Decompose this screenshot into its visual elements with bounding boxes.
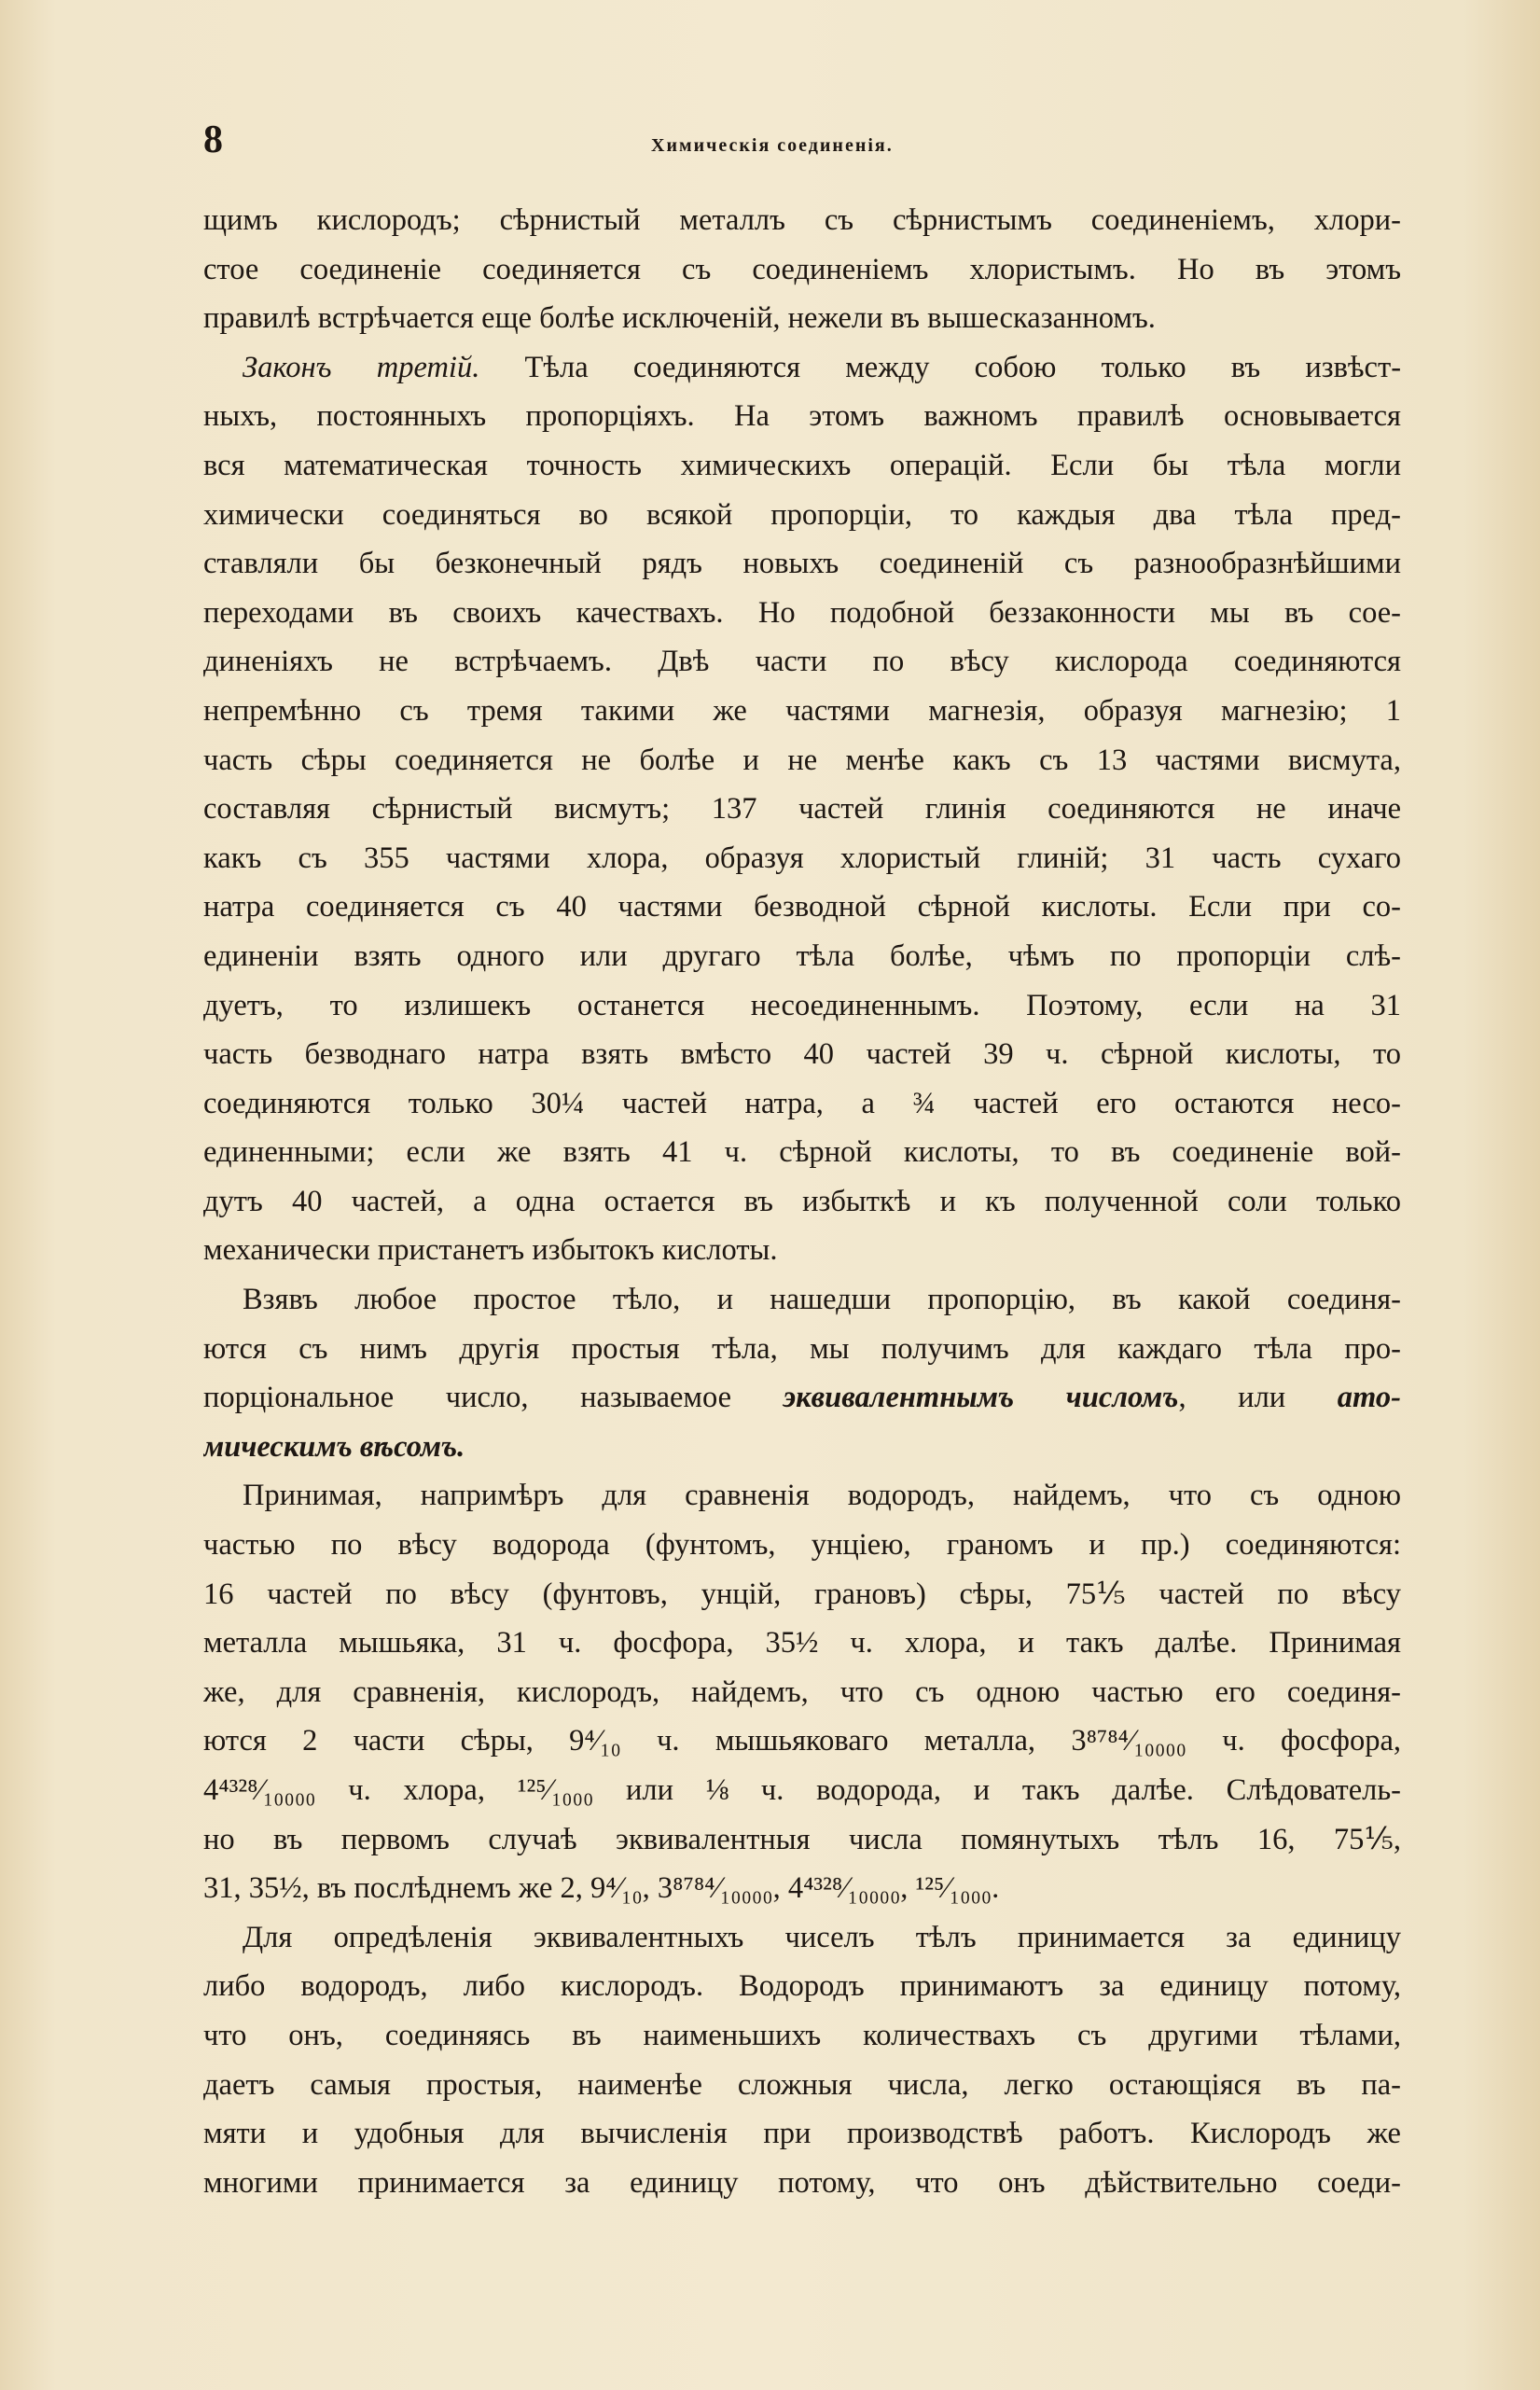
text-line: щимъ кислородъ; сѣрнистый металлъ съ сѣрнистымъ соединеніемъ, хлори- xyxy=(203,203,1401,237)
text-line: часть безводнаго натра взять вмѣсто 40 частей 39 ч. сѣрной кислоты, то xyxy=(203,1037,1401,1072)
text-line: либо водородъ, либо кислородъ. Водородъ принимаютъ за единицу потому, xyxy=(203,1969,1401,2004)
text-line: даетъ самыя простыя, наименѣе сложныя числа, легко остающіяся въ па- xyxy=(203,2067,1401,2102)
text-line: механически пристанетъ избытокъ кислоты. xyxy=(203,1233,778,1268)
text-line: переходами въ своихъ качествахъ. Но подобной беззаконности мы въ сое- xyxy=(203,595,1401,630)
text-line: правилѣ встрѣчается еще болѣе исключеній, нежели въ вышесказанномъ. xyxy=(203,301,1156,336)
text-line: натра соединяется съ 40 частями безводной сѣрной кислоты. Если при со- xyxy=(203,890,1401,924)
text-line: непремѣнно съ тремя такими же частями магнезія, образуя магнезію; 1 xyxy=(203,693,1401,728)
law-text: Тѣла соединяются между собою только въ извѣст- xyxy=(524,350,1401,384)
text-line: ныхъ, постоянныхъ пропорціяхъ. На этомъ важномъ правилѣ основывается xyxy=(203,399,1401,434)
text-line: дутъ 40 частей, а одна остается въ избыткѣ и къ полученной соли только xyxy=(203,1184,1401,1218)
text-line: единеніи взять одного или другаго тѣла болѣе, чѣмъ по пропорціи слѣ- xyxy=(203,938,1401,973)
text-line: же, для сравненія, кислородъ, найдемъ, что съ одною частью его соединя- xyxy=(203,1674,1401,1709)
text-line: вся математическая точность химическихъ операцій. Если бы тѣла могли xyxy=(203,448,1401,482)
text-line-term xyxy=(203,1423,1401,1472)
term-atomic-b: мическимъ вѣсомъ. xyxy=(203,1429,465,1464)
term-or: , или xyxy=(1178,1381,1338,1415)
text-line: многими принимается за единицу потому, что онъ дѣйствительно соеди- xyxy=(203,2165,1401,2200)
running-title: Химическія соединенія. xyxy=(651,135,894,156)
text-line: диненіяхъ не встрѣчаемъ. Двѣ части по вѣсу кислорода соединяются xyxy=(203,645,1401,679)
text-line: 4⁴³²⁸⁄₁₀₀₀₀ ч. хлора, ¹²⁵⁄₁₀₀₀ или ⅛ ч. водорода, и такъ далѣе. Слѣдователь- xyxy=(203,1773,1401,1807)
page-header xyxy=(203,112,1400,168)
text-line: Взявъ любое простое тѣло, и нашедши пропорцію, въ какой соединя- xyxy=(243,1283,1401,1317)
text-line: ются 2 части сѣры, 9⁴⁄₁₀ ч. мышьяковаго металла, 3⁸⁷⁸⁴⁄₁₀₀₀₀ ч. фосфора, xyxy=(203,1724,1401,1758)
text-line: мяти и удобныя для вычисленія при производствѣ работъ. Кислородъ же xyxy=(203,2117,1401,2151)
paper-blemish xyxy=(1371,1101,1382,1112)
text-line: единенными; если же взять 41 ч. сѣрной кислоты, то въ соединеніе вой- xyxy=(203,1135,1401,1170)
text-line: составляя сѣрнистый висмутъ; 137 частей глинія соединяются не иначе xyxy=(203,792,1401,827)
body-text xyxy=(203,196,1401,2207)
text-line: но въ первомъ случаѣ эквивалентныя числа помянутыхъ тѣлъ 16, 75⅕, xyxy=(203,1822,1401,1856)
text-line: химически соединяться во всякой пропорціи, то каждыя два тѣла пред- xyxy=(203,497,1401,532)
text-line: Принимая, напримѣръ для сравненія водородъ, найдемъ, что съ одною xyxy=(243,1479,1401,1513)
text-line: 16 частей по вѣсу (фунтовъ, унцій, грановъ) сѣры, 75⅕ частей по вѣсу xyxy=(203,1577,1401,1611)
term-equivalent-number: эквивалентнымъ числомъ xyxy=(783,1381,1179,1415)
text-line-law xyxy=(203,343,1401,393)
text-line: соединяются только 30¼ частей натра, а ¾ частей его остаются несо- xyxy=(203,1086,1401,1120)
term-atomic-a: ато- xyxy=(1337,1381,1401,1415)
text-line: частью по вѣсу водорода (фунтомъ, унціею, граномъ и пр.) соединяются: xyxy=(203,1528,1401,1563)
text-line: дуетъ, то излишекъ останется несоединеннымъ. Поэтому, если на 31 xyxy=(203,988,1401,1022)
page-number: 8 xyxy=(203,118,223,161)
term-intro: порціональное число, называемое xyxy=(203,1381,784,1415)
text-line: Для опредѣленія эквивалентныхъ чиселъ тѣлъ принимается за единицу xyxy=(243,1920,1401,1954)
text-line: часть сѣры соединяется не болѣе и не менѣе какъ съ 13 частями висмута, xyxy=(203,743,1401,777)
text-line-term xyxy=(203,1373,1401,1423)
law-title: Законъ третій. xyxy=(243,350,480,384)
text-line: ставляли бы безконечный рядъ новыхъ соединеній съ разнообразнѣйшими xyxy=(203,547,1401,581)
text-line: стое соединеніе соединяется съ соединеніемъ хлористымъ. Но въ этомъ xyxy=(203,252,1401,286)
text-line: что онъ, соединяясь въ наименьшихъ количествахъ съ другими тѣлами, xyxy=(203,2018,1401,2052)
text-line: металла мышьяка, 31 ч. фосфора, 35½ ч. хлора, и такъ далѣе. Принимая xyxy=(203,1626,1401,1660)
text-line: какъ съ 355 частями хлора, образуя хлористый глиній; 31 часть сухаго xyxy=(203,841,1401,875)
text-line: ются съ нимъ другія простыя тѣла, мы получимъ для каждаго тѣла про- xyxy=(203,1331,1401,1366)
text-line: 31, 35½, въ послѣднемъ же 2, 9⁴⁄₁₀, 3⁸⁷⁸⁴⁄₁₀₀₀₀, 4⁴³²⁸⁄₁₀₀₀₀, ¹²⁵⁄₁₀₀₀. xyxy=(203,1871,1000,1906)
